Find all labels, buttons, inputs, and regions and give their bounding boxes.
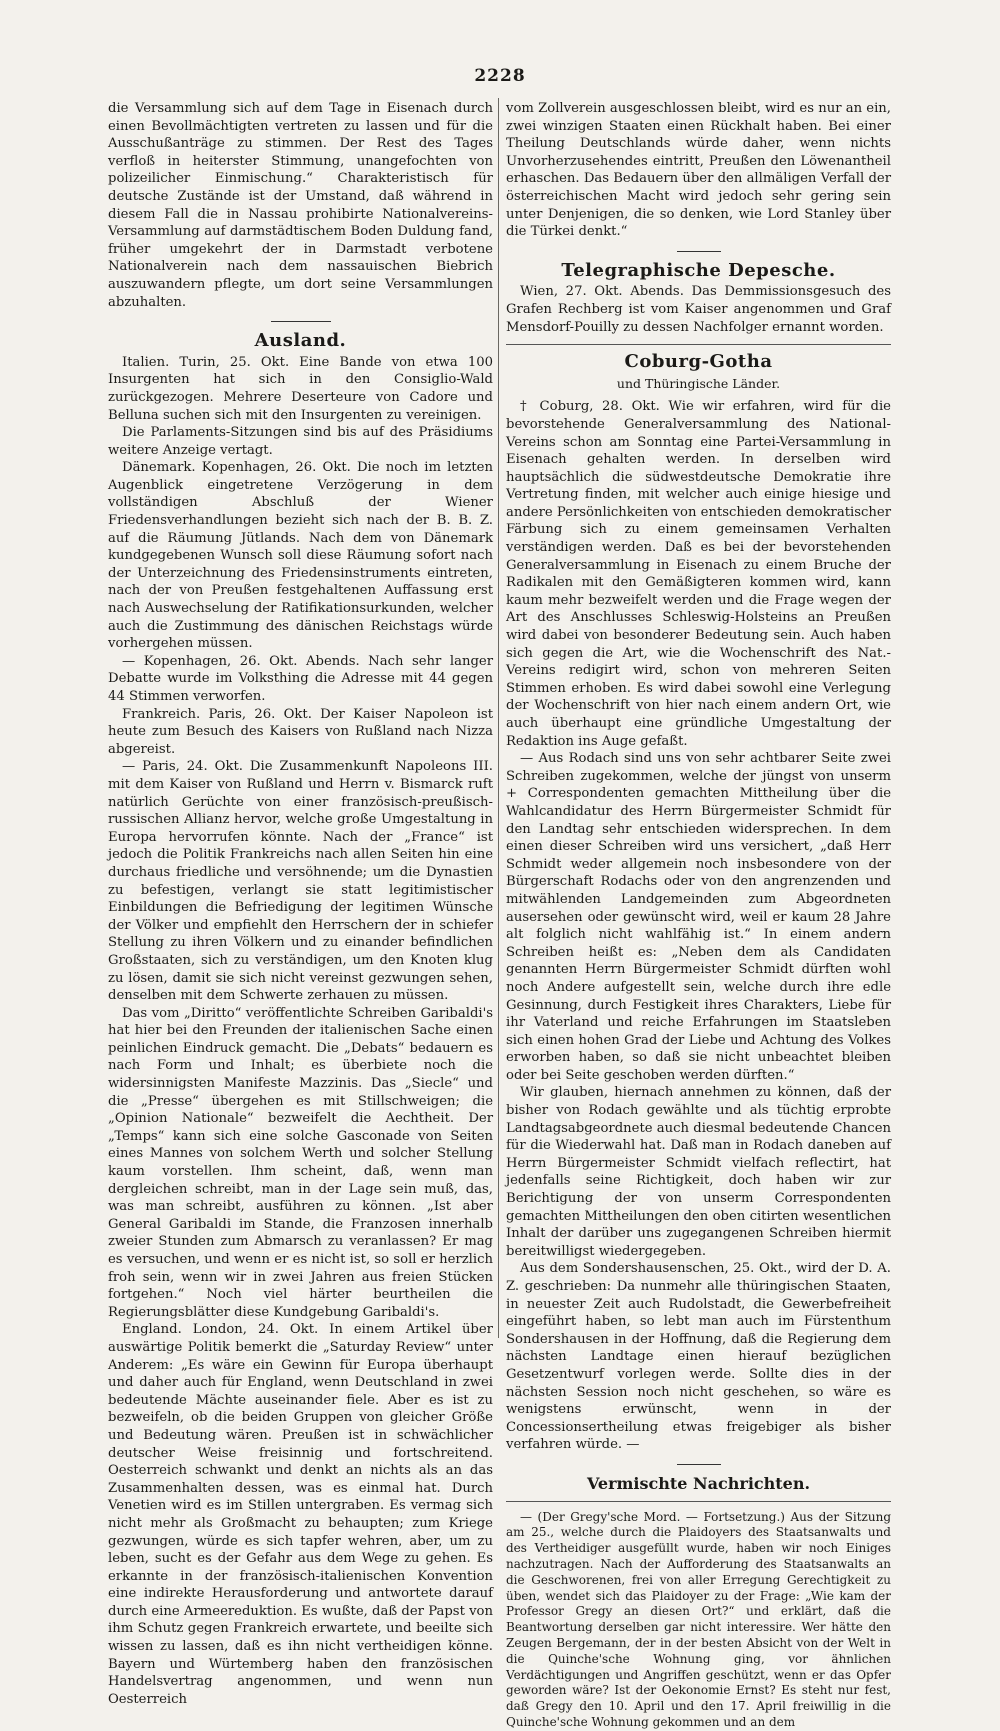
article-england: England. London, 24. Okt. In einem Artikel über auswärtige Politik bemerkt die „Saturday Review“ unter Anderem: „Es wäre ein Gewinn für Europa überhaupt und daher auch für England, wenn Deutschland in zwei bedeutende Mächte auseinander fiele. Aber es ist zu bezweifeln, ob die beiden Gruppen von gleicher Größe und Bedeutung wären. Preußen ist in schwächlicher deutscher Weise freisinnig und fortschreitend. Oesterreich schwankt und denkt an nichts als an das Zusammenhalten dessen, was es einmal hat. Durch Venetien wird es im Stillen untergraben. Es vermag sich nicht mehr als Großmacht zu behaupten; zum Kriege gezwungen, würde es sich tapfer wehren, aber, um zu leben, sucht es der Gefahr aus dem Wege zu gehen. Es erkannte in der französisch-italienischen Konvention eine indirekte Herausforderung und antwortete darauf durch eine Armeereduktion. Es wußte, daß der Papst von ihm Schutz gegen Frankreich erwartete, und beeilte sich wissen zu lassen, daß es ihn nicht vertheidigen könne. Bayern und Würtemberg haben den französischen Handelsvertrag angenommen, und wenn nun Oesterreich bbox=[108, 1322, 493, 1707]
section-heading-coburg: Coburg-Gotha bbox=[624, 351, 773, 373]
article-daenemark: Dänemark. Kopenhagen, 26. Okt. Die noch im letzten Augenblick eingetretene Verzögerung in dem vollständigen Abschluß der Wiener Friedensverhandlungen bezieht sich nach der B. B. Z. auf die Räumung Jütlands. Nach dem von Dänemark kundgegebenen Wunsch soll diese Räumung sofort nach der Unterzeichnung des Friedensinstruments eintreten, nach der von Preußen festgehaltenen Auffassung erst nach Auswechselung der Ratifikationsurkunden, welcher auch die Zustimmung des dänischen Reichstags würde vorhergehen müssen. bbox=[108, 460, 493, 652]
article-italien: Italien. Turin, 25. Okt. Eine Bande von etwa 100 Insurgenten hat sich in den Consiglio-Wald zurückgezogen. Mehrere Deserteure von Cadore und Belluna suchen sich mit den Insurgenten zu vereinigen. bbox=[108, 354, 493, 423]
left-column bbox=[108, 100, 493, 1707]
section-heading-telegraph: Telegraphische Depesche. bbox=[561, 259, 836, 281]
article-diritto: Das vom „Diritto“ veröffentlichte Schreiben Garibaldi's hat hier bei den Freunden der italienischen Sache einen peinlichen Eindruck gemacht. Die „Debats“ bedauern es nach Form und Inhalt; es überbiete noch die widersinnigsten Manifeste Mazzinis. Das „Siecle“ und die „Presse“ übergehen es mit Stillschweigen; die „Opinion Nationale“ bezweifelt die Aechtheit. Der „Temps“ kann sich eine solche Gasconade von Seiten eines Mannes von solchem Werth und solcher Stellung kaum vorstellen. Ihm scheint, daß, wenn man dergleichen schreibt, man in der Lage sein muß, das, was man schreibt, ausführen zu können. „Ist aber General Garibaldi im Stande, die Franzosen innerhalb zweier Stunden zum Abmarsch zu veranlassen? Er mag es versuchen, und wenn er es nicht ist, so soll er herzlich froh sein, wenn wir in zwei Jahren aus freien Stücken fortgehen.“ Noch viel härter beurtheilen die Regierungsblätter diese Kundgebung Garibaldi's. bbox=[108, 1005, 493, 1320]
article-rodach: — Aus Rodach sind uns von sehr achtbarer Seite zwei Schreiben zugekommen, welche der jüngst von unserm + Correspondenten gemachten Mittheilung über die Wahlcandidatur des Herrn Bürgermeister Schmidt für den Landtag sehr entschieden widersprechen. In dem einen dieser Schreiben wird uns versichert, „daß Herr Schmidt weder allgemein noch insbesondere von der Bürgerschaft Rodachs oder von den angrenzenden und mitwählenden Landgemeinden zum Abgeordneten ausersehen oder gewünscht wird, weil er kaum 28 Jahre alt folglich nicht wahlfähig ist.“ In einem andern Schreiben heißt es: „Neben dem als Candidaten genannten Herrn Bürgermeister Schmidt dürften wohl noch Andere aufgestellt sein, welche durch ihre edle Gesinnung, durch Festigkeit ihres Charakters, Liebe für ihr Vaterland und reiche Erfahrungen im Staatsleben sich einen hohen Grad der Liebe und Achtung des Volkes erworben haben, so daß sie nicht unbeachtet bleiben oder bei Seite geschoben werden dürften.“ bbox=[506, 751, 891, 1083]
article-paris: — Paris, 24. Okt. Die Zusammenkunft Napoleons III. mit dem Kaiser von Rußland und Herrn v. Bismarck ruft natürlich Gerüchte von einer französisch-preußisch-russischen Allianz hervor, welche große Umgestaltung in Europa hervorrufen könnte. Nach der „France“ ist jedoch die Politik Frankreichs nach allen Seiten hin eine durchaus friedliche und versöhnende; um die Dynastien zu befestigen, verlangt sie statt legitimistischer Einbildungen die Befriedigung der legitimen Wünsche der Völker und empfiehlt den Herrschern der in schiefer Stellung zu ihren Völkern und zu einander befindlichen Großstaaten, sich zu verständigen, um den Knoten klug zu lösen, damit sie sich nicht vereinst gezwungen sehen, denselben mit dem Schwerte zerhauen zu müssen. bbox=[108, 759, 493, 1004]
article-parlament: Die Parlaments-Sitzungen sind bis auf des Präsidiums weitere Anzeige vertagt. bbox=[108, 425, 493, 458]
article-kopenhagen: — Kopenhagen, 26. Okt. Abends. Nach sehr langer Debatte wurde im Volksthing die Adresse mit 44 gegen 44 Stimmen verworfen. bbox=[108, 653, 493, 704]
page-number: 2228 bbox=[474, 66, 526, 86]
horizontal-rule bbox=[506, 1501, 891, 1502]
article-zollverein-continuation: vom Zollverein ausgeschlossen bleibt, wird es nur an ein, zwei winzigen Staaten einen Rückhalt haben. Bei einer Theilung Deutschlands würde daher, wenn nichts Unvorherzusehendes eintritt, Preußen den Löwenantheil erhaschen. Das Bedauern über den allmäligen Verfall der österreichischen Macht wird jedoch sehr gering sein unter Denjenigen, die so denken, wie Lord Stanley über die Türkei denkt.“ bbox=[506, 101, 891, 240]
article-sondershausen: Aus dem Sondershausenschen, 25. Okt., wird der D. A. Z. geschrieben: Da nunmehr alle thüringischen Staaten, in neuester Zeit auch Rudolstadt, die Gewerbefreiheit eingeführt haben, so lebt man auch im Fürstenthum Sondershausen in der Hoffnung, daß die Regierung dem nächsten Landtage einen hierauf bezüglichen Gesetzentwurf vorlegen werde. Sollte dies in der nächsten Session noch nicht geschehen, so wäre es wenigstens erwünscht, wenn in der Concessionsertheilung etwas freigebiger als bisher verfahren würde. — bbox=[506, 1261, 891, 1453]
column-divider bbox=[498, 98, 499, 1338]
right-column bbox=[506, 100, 891, 1729]
horizontal-rule bbox=[506, 344, 891, 345]
article-wien: Wien, 27. Okt. Abends. Das Demmissionsgesuch des Grafen Rechberg ist vom Kaiser angenommen und Graf Mensdorf-Pouilly zu dessen Nachfolger ernannt worden. bbox=[506, 284, 891, 335]
article-rodach-comment: Wir glauben, hiernach annehmen zu können, daß der bisher von Rodach gewählte und als tüchtig erprobte Landtagsabgeordnete auch diesmal bedeutende Chancen für die Wiederwahl hat. Daß man in Rodach daneben auf Herrn Bürgermeister Schmidt vielfach reflectirt, hat jedenfalls seine Richtigkeit, doch haben wir zur Berichtigung der von unserm Correspondenten gemachten Mittheilungen den oben citirten wesentlichen Inhalt der darüber uns zugegangenen Schreiben hiermit bereitwilligst wiedergegeben. bbox=[506, 1085, 891, 1259]
article-gregy: — (Der Gregy'sche Mord. — Fortsetzung.) Aus der Sitzung am 25., welche durch die Plaidoyers des Staatsanwalts und des Vertheidiger ausgefüllt wurde, haben wir noch Einiges nachzutragen. Nach der Aufforderung des Staatsanwalts an die Geschworenen, frei von aller Erregung Gerechtigkeit zu üben, wendet sich das Plaidoyer zu der Frage: „Wie kam der Professor Gregy an diesen Ort?“ und erklärt, daß die Beantwortung derselben gar nicht interessire. Wer hätte den Zeugen Bergemann, der in der besten Absicht von der Welt in die Quinche'sche Wohnung ging, vor ähnlichen Verdächtigungen und Angriffen geschützt, wenn er das Opfer geworden wäre? Ist der Oekonomie Ernst? Es steht nur fest, daß Gregy den 10. April und den 17. April freiwillig in die Quinche'sche Wohnung gekommen und an dem bbox=[506, 1509, 891, 1729]
separator bbox=[677, 1464, 721, 1465]
section-heading-vermischte: Vermischte Nachrichten. bbox=[586, 1473, 811, 1493]
article-frankreich: Frankreich. Paris, 26. Okt. Der Kaiser Napoleon ist heute zum Besuch des Kaisers von Rußland nach Nizza abgereist. bbox=[108, 706, 493, 757]
separator bbox=[677, 251, 721, 252]
article-coburg: † Coburg, 28. Okt. Wie wir erfahren, wird für die bevorstehende Generalversammlung des National-Vereins schon am Sonntag eine Partei-Versammlung in Eisenach gehalten werden. In derselben wird hauptsächlich die südwestdeutsche Demokratie ihre Vertretung finden, mit welcher auch einige hiesige und andere Persönlichkeiten von entschieden demokratischer Färbung sich zu einem gemeinsamen Verhalten verständigen werden. Daß es bei der bevorstehenden Generalversammlung in Eisenach zu einem Bruche der Radikalen mit den Gemäßigteren kommen wird, kann kaum mehr bezweifelt werden und die Frage wegen der Art des Anschlusses Schleswig-Holsteins an Preußen wird dabei von besonderer Bedeutung sein. Auch haben sich gegen die Art, wie die Wochenschrift des Nat.-Vereins redigirt wird, schon von mehreren Seiten Stimmen erhoben. Es wird dabei sowohl eine Verlegung der Wochenschrift von hier nach einem andern Ort, wie auch überhaupt eine gründliche Umgestaltung der Redaktion ins Auge gefaßt. bbox=[506, 399, 891, 749]
section-heading-ausland: Ausland. bbox=[254, 330, 347, 352]
section-subheading-coburg: und Thüringische Länder. bbox=[616, 375, 781, 391]
article-eisenach-continuation: die Versammlung sich auf dem Tage in Eisenach durch einen Bevollmächtigten vertreten zu lassen und für die Ausschußanträge zu stimmen. Der Rest des Tages verfloß in heiterster Stimmung, unangefochten von polizeilicher Einmischung.“ Charakteristisch für deutsche Zustände ist der Umstand, daß während in diesem Fall die in Nassau prohibirte Nationalvereins-Versammlung auf darmstädtischem Boden Duldung fand, früher umgekehrt der in Darmstadt verbotene Nationalverein nach dem nassauischen Biebrich auszuwandern pflegte, um dort seine Versammlungen abzuhalten. bbox=[108, 101, 493, 310]
separator bbox=[271, 321, 331, 322]
